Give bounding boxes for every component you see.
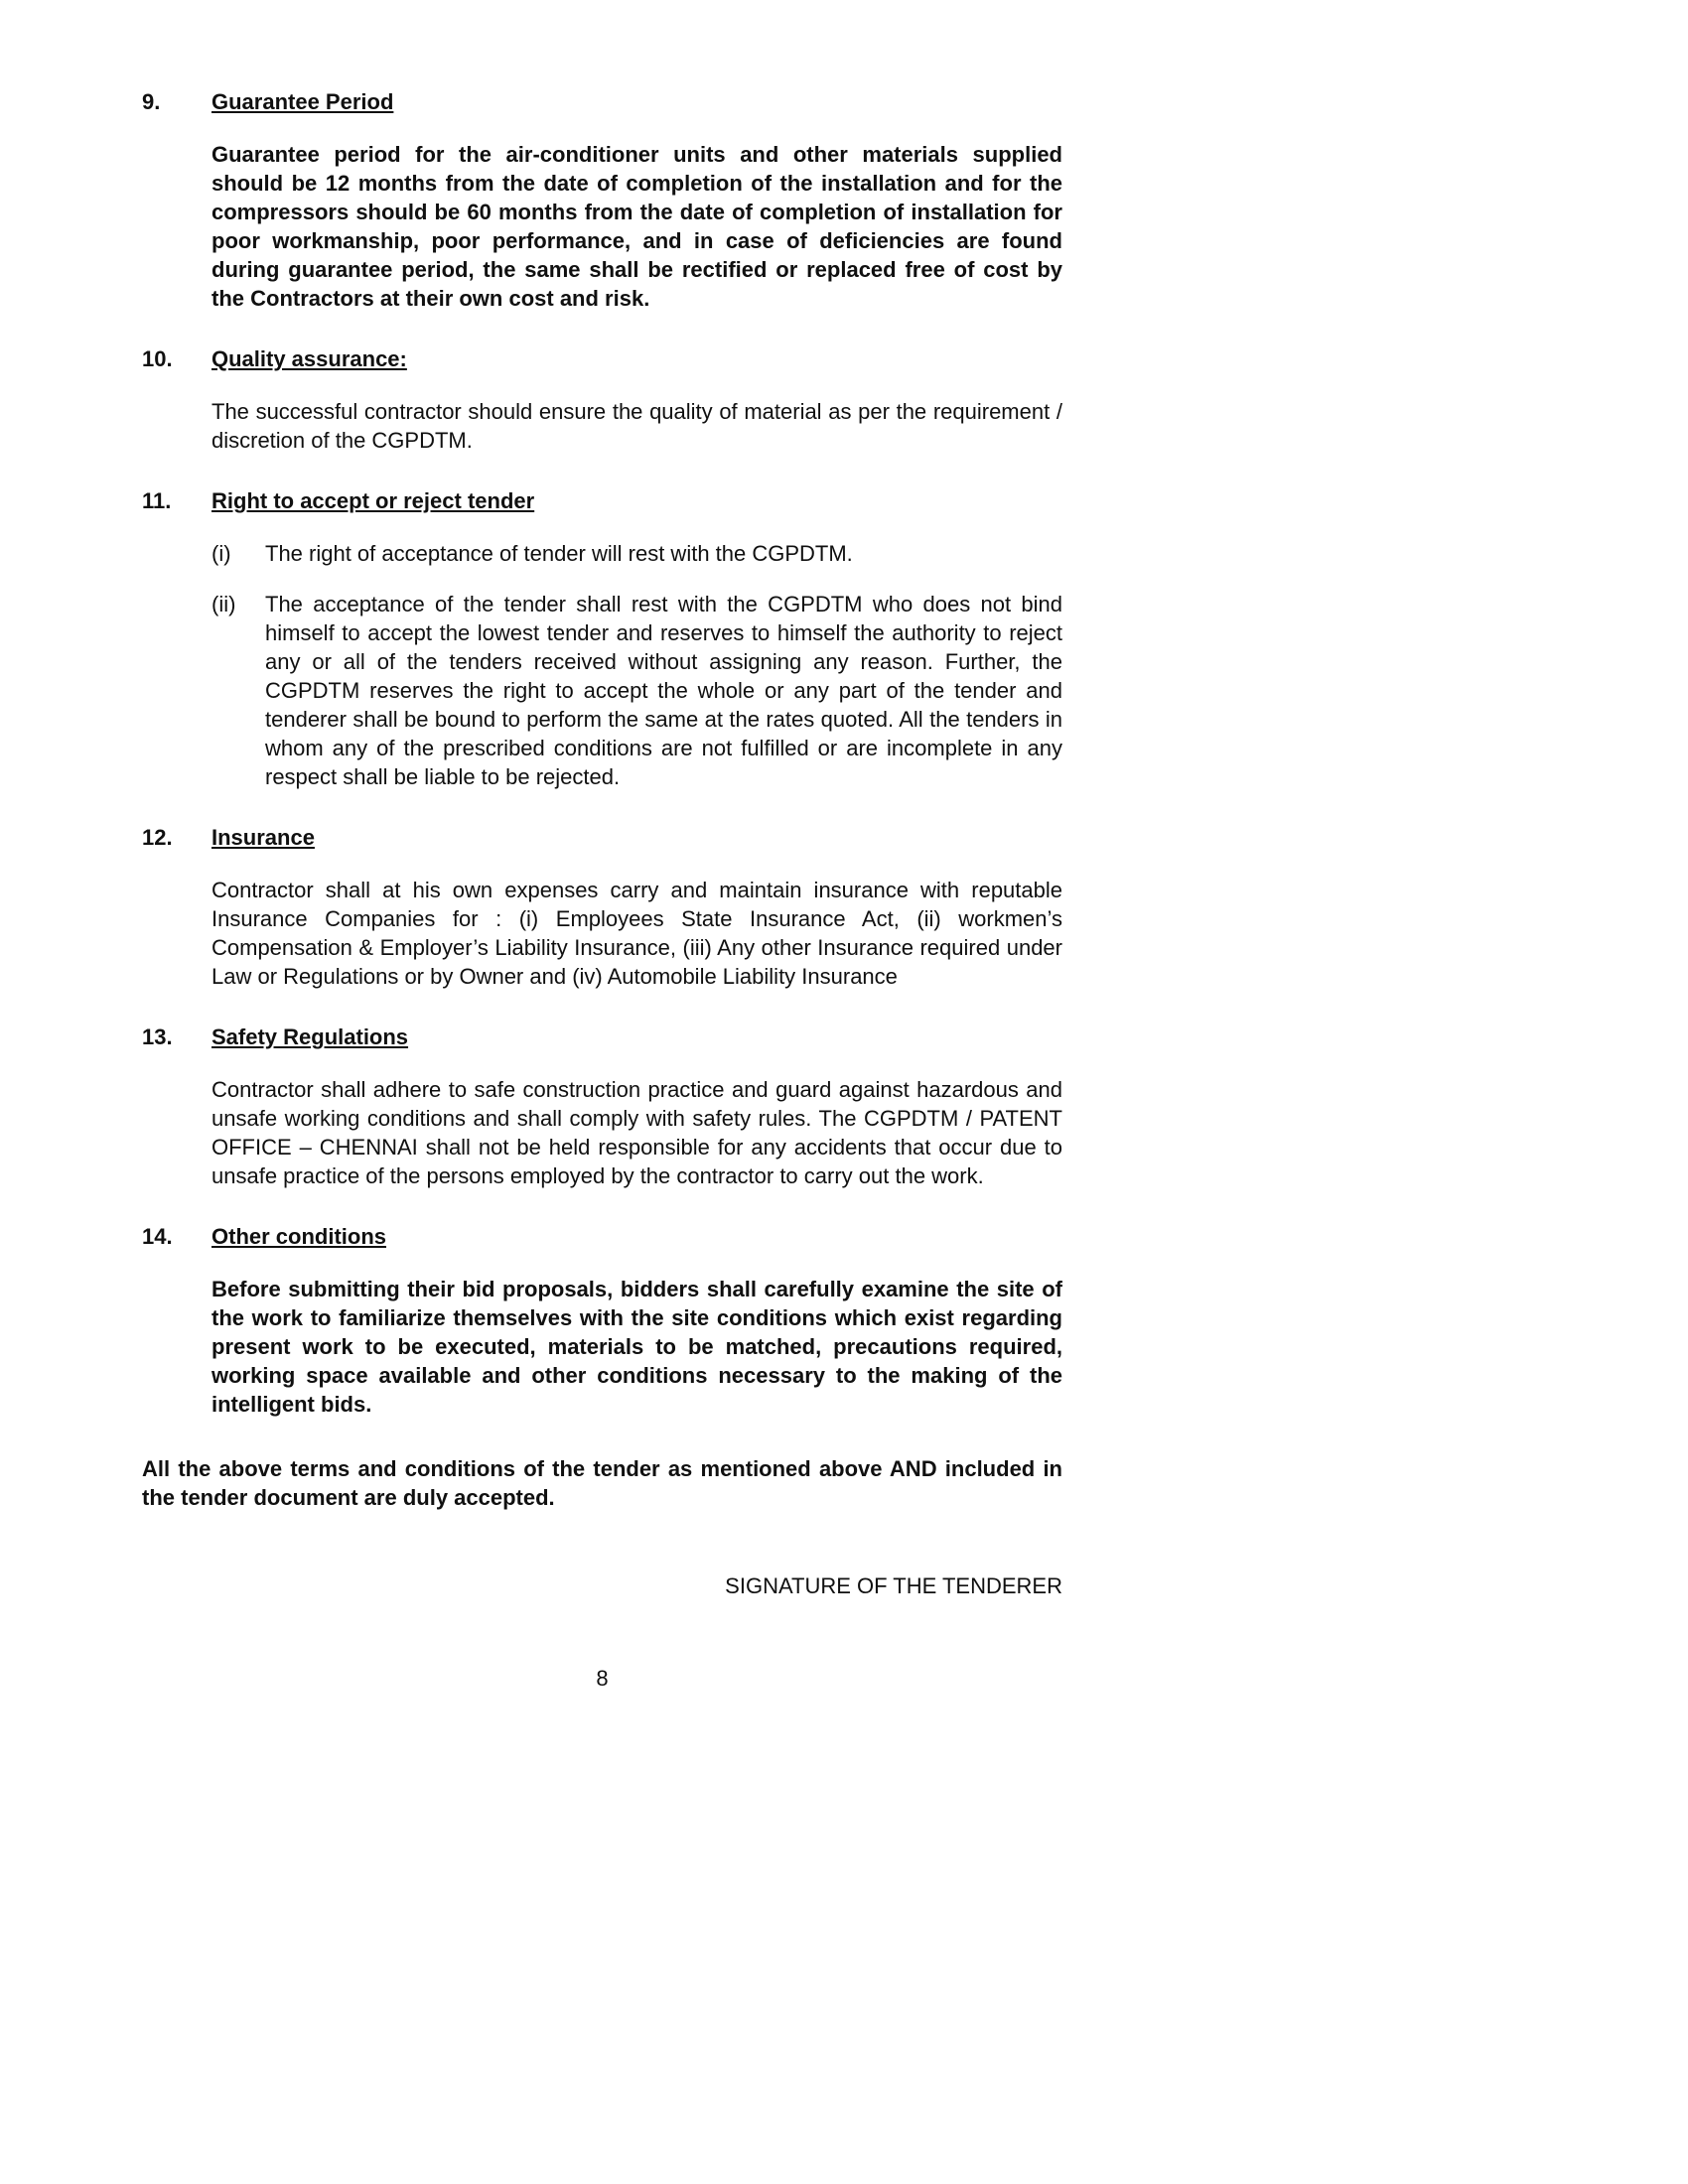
section-right-to-accept-or-reject bbox=[142, 486, 1062, 791]
page-number: 8 bbox=[596, 1666, 609, 1691]
closing-acceptance-paragraph: All the above terms and conditions of the tender as mentioned above AND included in the tender document are duly accepted. bbox=[142, 1456, 1062, 1510]
section-quality-assurance bbox=[142, 344, 1062, 455]
section-number: 11. bbox=[142, 488, 172, 513]
section-header bbox=[142, 344, 1062, 373]
section-safety-regulations bbox=[142, 1023, 1062, 1190]
list-item-text: The right of acceptance of tender will rest with the CGPDTM. bbox=[265, 541, 853, 566]
list-item-marker: (ii) bbox=[211, 592, 236, 616]
section-number: 13. bbox=[142, 1024, 173, 1049]
section-number: 12. bbox=[142, 825, 173, 850]
section-header bbox=[142, 1222, 1062, 1251]
document-content bbox=[142, 87, 1062, 1693]
section-number: 10. bbox=[142, 346, 173, 371]
section-heading: Guarantee Period bbox=[211, 89, 394, 114]
section-number: 9. bbox=[142, 89, 161, 114]
section-heading: Safety Regulations bbox=[211, 1024, 409, 1049]
section-guarantee-period bbox=[142, 87, 1062, 313]
section-header bbox=[142, 486, 1062, 515]
list-item-marker: (i) bbox=[211, 541, 231, 566]
section-heading: Quality assurance: bbox=[211, 346, 407, 371]
section-header bbox=[142, 823, 1062, 852]
section-header bbox=[142, 1023, 1062, 1051]
section-heading: Other conditions bbox=[211, 1224, 386, 1249]
section-heading: Right to accept or reject tender bbox=[211, 488, 535, 513]
section-body: Contractor shall at his own expenses carry and maintain insurance with reputable Insurance Companies for : (i) Employees State Insurance Act, (ii) workmen’s Compensation & Employer’s Liability Insurance, (iii) Any other Insurance required under Law or Regulations or by Owner and (iv) Automobile Liability Insurance bbox=[211, 878, 1062, 989]
list-item bbox=[211, 590, 1062, 791]
section-body: Before submitting their bid proposals, bidders shall carefully examine the site of the work to familiarize themselves with the site conditions which exist regarding present work to be executed, materials to be matched, precautions required, working space available and other conditions necessary to the making of the intelligent bids. bbox=[211, 1277, 1062, 1417]
section-heading: Insurance bbox=[211, 825, 315, 850]
section-body: The successful contractor should ensure the quality of material as per the requirement / discretion of the CGPDTM. bbox=[211, 399, 1062, 453]
section-body: Contractor shall adhere to safe construction practice and guard against hazardous and unsafe working conditions and shall comply with safety rules. The CGPDTM / PATENT OFFICE – CHENNAI shall not be held responsible for any accidents that occur due to unsafe practice of the persons employed by the contractor to carry out the work. bbox=[211, 1077, 1062, 1188]
list-item-text: The acceptance of the tender shall rest with the CGPDTM who does not bind himself to accept the lowest tender and reserves to himself the authority to reject any or all of the tenders received without assigning any reason. Further, the CGPDTM reserves the right to accept the whole or any part of the tender and tenderer shall be bound to perform the same at the rates quoted. All the tenders in whom any of the prescribed conditions are not fulfilled or are incomplete in any respect shall be liable to be rejected. bbox=[265, 592, 1062, 789]
list-item bbox=[211, 539, 1062, 568]
section-insurance bbox=[142, 823, 1062, 991]
section-number: 14. bbox=[142, 1224, 173, 1249]
signature-of-tenderer: SIGNATURE OF THE TENDERER bbox=[725, 1573, 1062, 1598]
section-body: Guarantee period for the air-conditioner units and other materials supplied should be 12 months from the date of completion of the installation and for the compressors should be 60 months from the date of completion of installation for poor workmanship, poor performance, and in case of deficiencies are found during guarantee period, the same shall be rectified or replaced free of cost by the Contractors at their own cost and risk. bbox=[211, 142, 1062, 311]
section-header bbox=[142, 87, 1062, 116]
section-other-conditions bbox=[142, 1222, 1062, 1419]
numbered-list bbox=[211, 539, 1062, 791]
